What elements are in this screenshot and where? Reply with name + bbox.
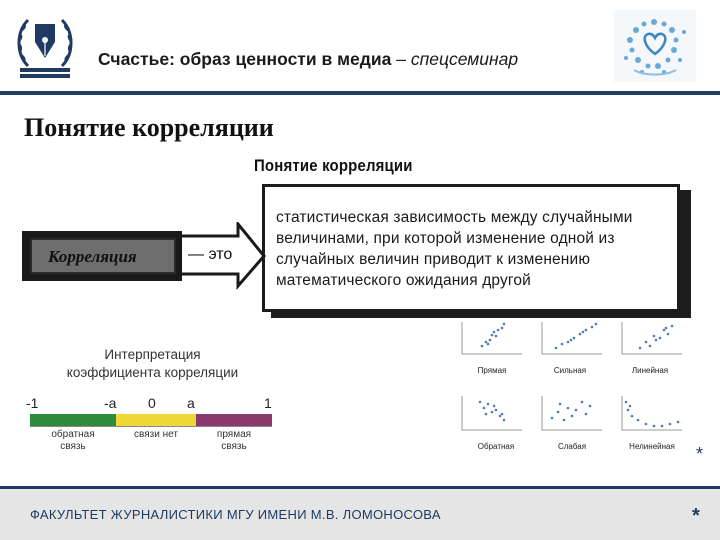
header-divider bbox=[0, 91, 720, 95]
interpretation-title: Интерпретация коэффициента корреляции bbox=[66, 347, 239, 380]
tick-minus-one: -1 bbox=[26, 395, 39, 411]
tick-minus-a: -a bbox=[104, 395, 117, 411]
connector-text: — это bbox=[188, 246, 233, 263]
scale-label-inverse: обратная связь bbox=[51, 429, 95, 452]
scatter-label-direct: Прямая bbox=[477, 366, 507, 375]
tick-one: 1 bbox=[264, 395, 272, 411]
scatter-label-weak: Слабая bbox=[557, 442, 587, 451]
footer-star: * bbox=[692, 505, 700, 527]
scale-label-direct: прямая связь bbox=[216, 429, 252, 452]
scatter-label-linear: Линейная bbox=[631, 366, 669, 375]
figure-heading: Понятие корреляции bbox=[254, 156, 413, 175]
footer-text: ФАКУЛЬТЕТ ЖУРНАЛИСТИКИ МГУ ИМЕНИ М.В. ЛОМОНОСОВА bbox=[30, 507, 441, 522]
slide-title: Понятие корреляции bbox=[24, 113, 274, 142]
scale-segment-direct bbox=[196, 414, 272, 426]
globe-heart-logo bbox=[614, 10, 696, 82]
slide-mark: * bbox=[696, 444, 704, 464]
term-label-box bbox=[30, 238, 176, 274]
scale-segment-none bbox=[116, 414, 196, 426]
faculty-logo bbox=[10, 12, 80, 82]
definition-text: статистическая зависимость между случайными величинами, при которой изменение одной из случайных величин приводит к изменению математического ожидания другой bbox=[276, 209, 633, 289]
scatter-label-strong: Сильная bbox=[553, 366, 587, 375]
scale-label-none: связи нет bbox=[134, 429, 178, 440]
course-title: Счастье: образ ценности в медиа – спецсеминар bbox=[98, 49, 519, 69]
scatter-label-nonlinear: Нелинейная bbox=[629, 442, 675, 451]
scatter-examples bbox=[456, 318, 706, 450]
scale-baseline bbox=[30, 426, 272, 427]
footer bbox=[0, 486, 720, 540]
scatter-label-inverse: Обратная bbox=[477, 442, 515, 451]
tick-a: a bbox=[187, 395, 195, 411]
tick-zero: 0 bbox=[148, 395, 156, 411]
scale-segment-inverse bbox=[30, 414, 116, 426]
term-label: Корреляция bbox=[48, 247, 137, 266]
